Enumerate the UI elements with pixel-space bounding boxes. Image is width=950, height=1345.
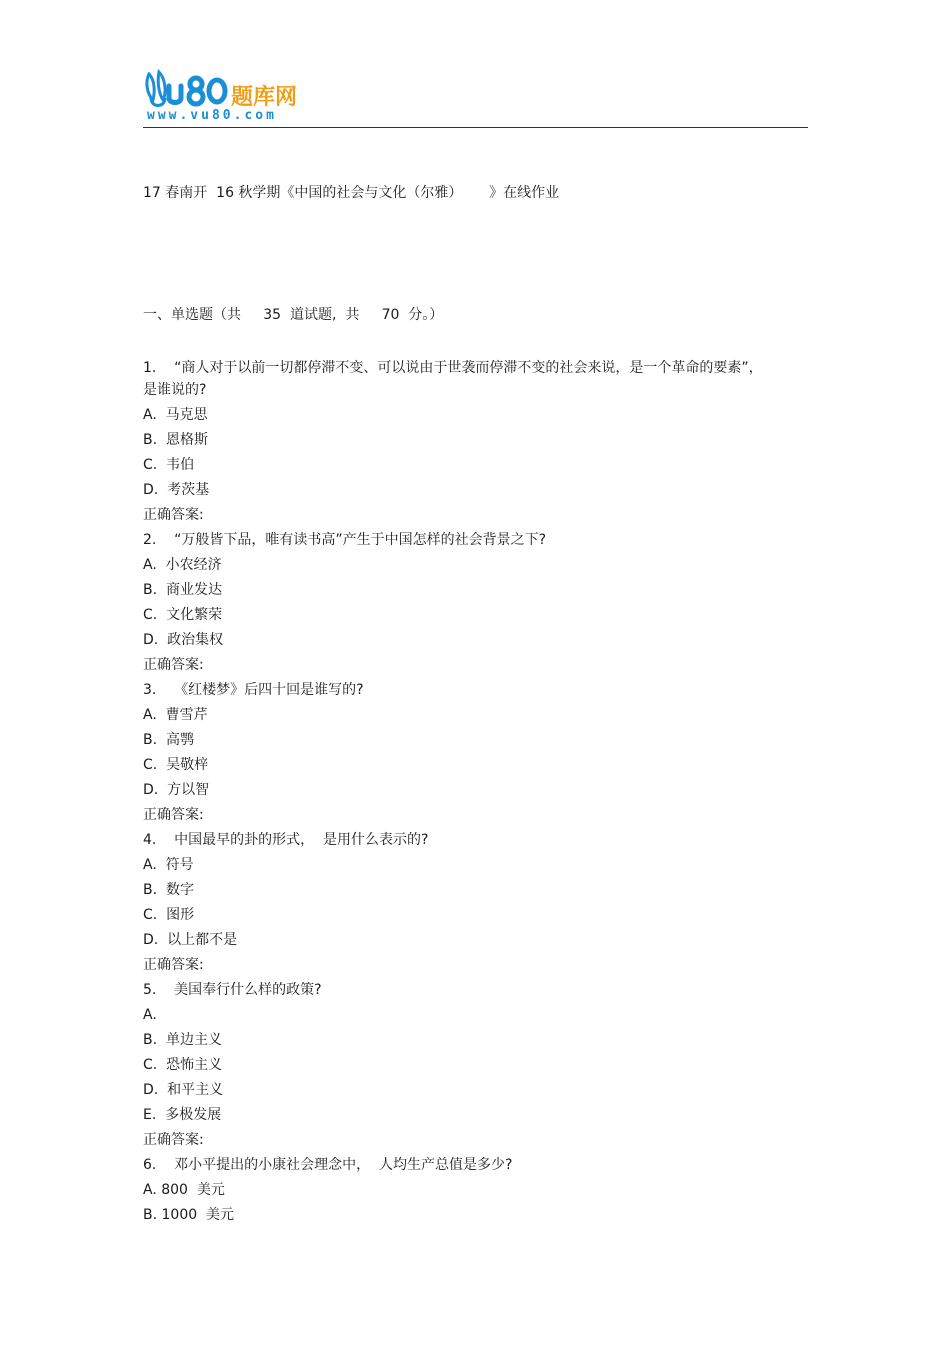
answer-option: B. 恩格斯 (143, 432, 208, 448)
answer-option: A. 曹雪芹 (143, 707, 208, 723)
answer-option: B. 单边主义 (143, 1032, 222, 1048)
question-list (143, 355, 772, 1228)
logo-brand-cn: 题库网 (231, 85, 298, 110)
answer-option: B. 高鹗 (143, 732, 194, 748)
correct-answer-label: 正确答案: (143, 807, 204, 823)
section-heading: 一、单选题（共 35 道试题, 共 70 分。） (143, 307, 444, 323)
question-item (143, 679, 763, 827)
answer-option: A. 小农经济 (143, 557, 222, 573)
question-item (143, 1154, 763, 1228)
answer-option: E. 多极发展 (143, 1107, 222, 1123)
logo-url: www.vu80.com (147, 108, 277, 123)
answer-option: A. 800 美元 (143, 1182, 225, 1198)
question-text: 2. “万般皆下品，唯有读书高”产生于中国怎样的社会背景之下? (143, 532, 547, 548)
correct-answer-label: 正确答案: (143, 1132, 204, 1148)
header-divider (143, 127, 808, 128)
question-text: 4. 中国最早的卦的形式， 是用什么表示的? (143, 832, 429, 848)
answer-option: B. 数字 (143, 882, 194, 898)
page-header (143, 68, 808, 130)
answer-option: C. 韦伯 (143, 457, 195, 473)
question-item (143, 829, 763, 977)
answer-option: A. (143, 1007, 157, 1023)
answer-option: C. 文化繁荣 (143, 607, 223, 623)
answer-option: D. 以上都不是 (143, 932, 238, 948)
answer-option: D. 和平主义 (143, 1082, 224, 1098)
question-item (143, 529, 763, 677)
correct-answer-label: 正确答案: (143, 657, 204, 673)
document-title: 17 春南开 16 秋学期《中国的社会与文化（尔雅） 》在线作业 (143, 185, 560, 201)
answer-option: A. 马克思 (143, 407, 208, 423)
answer-option: C. 图形 (143, 907, 195, 923)
question-text: 3. 《红楼梦》后四十回是谁写的? (143, 682, 364, 698)
question-item (143, 979, 763, 1152)
question-item (143, 357, 772, 527)
answer-option: D. 方以智 (143, 782, 210, 798)
question-text: 1. “商人对于以前一切都停滞不变、可以说由于世袭而停滞不变的社会来说，是一个革命的要素”， 是谁说的? (143, 360, 772, 398)
answer-option: C. 吴敬梓 (143, 757, 209, 773)
answer-option: D. 考茨基 (143, 482, 210, 498)
answer-option: C. 恐怖主义 (143, 1057, 223, 1073)
answer-option: B. 1000 美元 (143, 1207, 235, 1223)
question-text: 5. 美国奉行什么样的政策? (143, 982, 322, 998)
correct-answer-label: 正确答案: (143, 957, 204, 973)
answer-option: B. 商业发达 (143, 582, 222, 598)
correct-answer-label: 正确答案: (143, 507, 204, 523)
answer-option: D. 政治集权 (143, 632, 224, 648)
answer-option: A. 符号 (143, 857, 194, 873)
question-text: 6. 邓小平提出的小康社会理念中， 人均生产总值是多少? (143, 1157, 513, 1173)
